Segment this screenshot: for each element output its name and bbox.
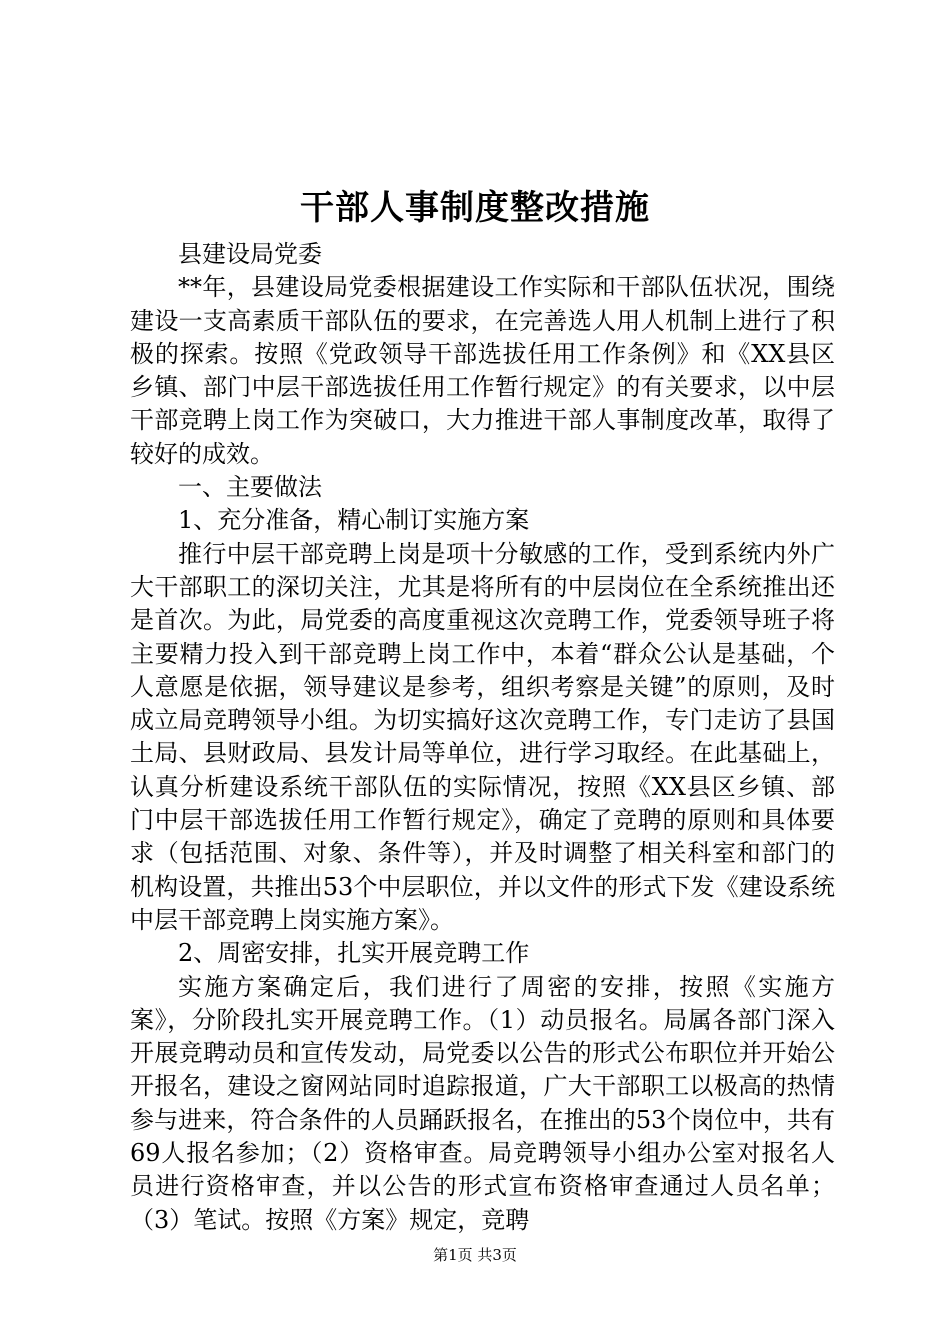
document-title: 干部人事制度整改措施 — [300, 188, 650, 228]
paragraph: 推行中层干部竞聘上岗是项十分敏感的工作，受到系统内外广大干部职工的深切关注，尤其是将所有的中层岗位在全系统推出还是首次。为此，局党委的高度重视这次竞聘工作，党委领导班子将主要精力投入到干部竞聘上岗工作中，本着“群众公认是基础，个人意愿是依据，领导建议是参考，组织考察是关键”的原则，及时成立局竞聘领导小组。为切实搞好这次竞聘工作，专门走访了县国土局、县财政局、县发计局等单位，进行学习取经。在此基础上，认真分析建设系统干部队伍的实际情况，按照《XX县区乡镇、部门中层干部选拔任用工作暂行规定》，确定了竞聘的原则和具体要求（包括范围、对象、条件等），并及时调整了相关科室和部门的机构设置，共推出53个中层职位，并以文件的形式下发《建设系统中层干部竞聘上岗实施方案》。 — [130, 539, 835, 934]
paragraph-intro: **年，县建设局党委根据建设工作实际和干部队伍状况，围绕建设一支高素质干部队伍的要求，在完善选人用人机制上进行了积极的探索。按照《党政领导干部选拔任用工作条例》和《XX县区乡镇、部门中层干部选拔任用工作暂行规定》的有关要求，以中层干部竞聘上岗工作为突破口，大力推进干部人事制度改革，取得了较好的成效。 — [130, 273, 835, 468]
document-body — [130, 238, 835, 1237]
paragraph: 实施方案确定后，我们进行了周密的安排，按照《实施方案》，分阶段扎实开展竞聘工作。（1）动员报名。局属各部门深入开展竞聘动员和宣传发动，局党委以公告的形式公布职位并开始公开报名，建设之窗网站同时追踪报道，广大干部职工以极高的热情参与进来，符合条件的人员踊跃报名，在推出的53个岗位中，共有69人报名参加；（2）资格审查。局竞聘领导小组办公室对报名人员进行资格审查，并以公告的形式宣布资格审查通过人员名单；（3）笔试。按照《方案》规定，竞聘 — [130, 972, 835, 1234]
subsection-heading: 1、充分准备，精心制订实施方案 — [178, 506, 530, 535]
paragraph-author: 县建设局党委 — [178, 240, 322, 268]
subsection-heading: 2、周密安排，扎实开展竞聘工作 — [178, 939, 530, 968]
page-number: 第1页 共3页 — [433, 1246, 517, 1264]
section-heading: 一、主要做法 — [178, 473, 322, 502]
